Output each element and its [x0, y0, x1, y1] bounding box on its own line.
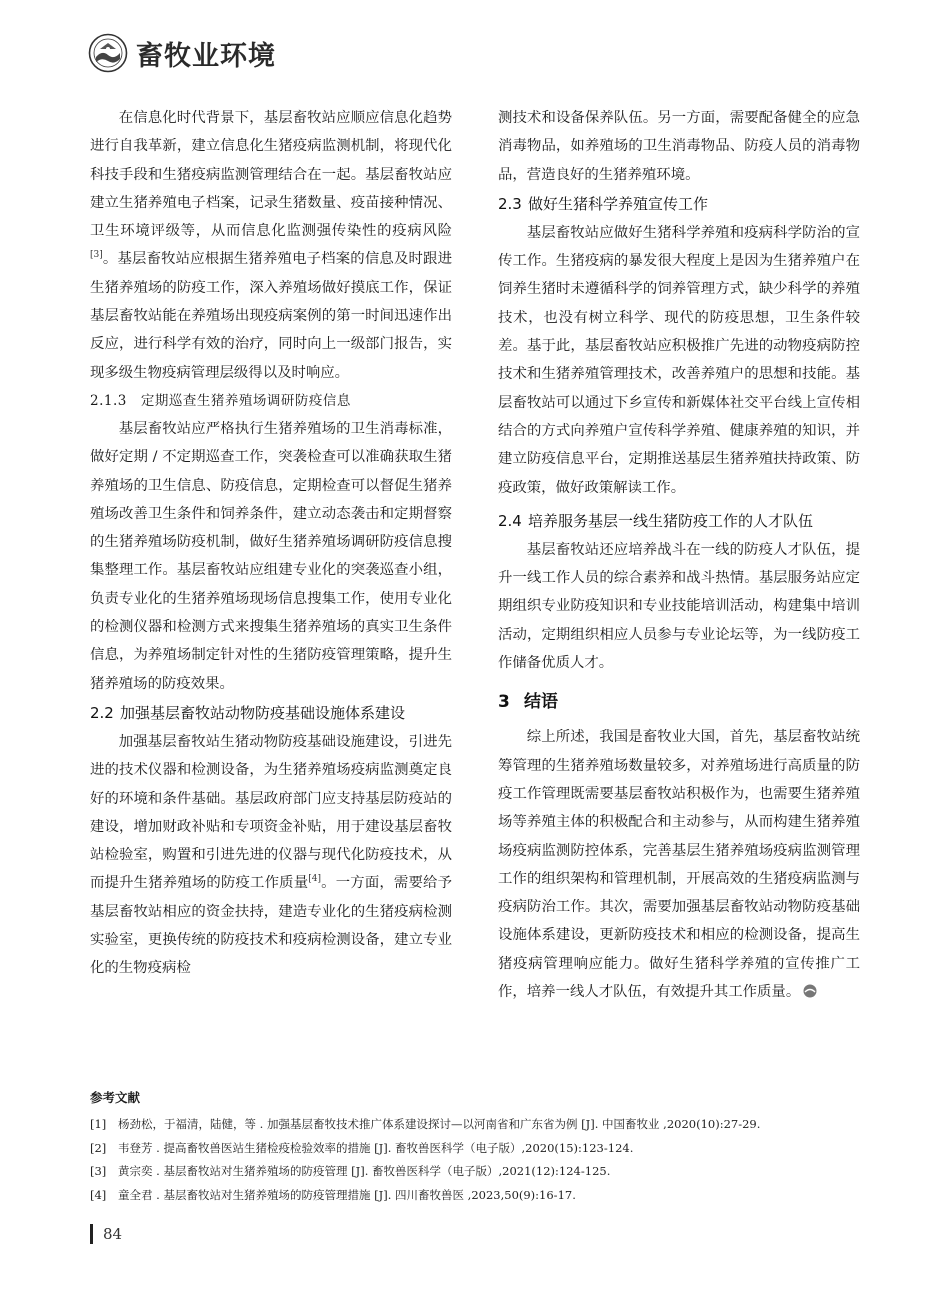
journal-logo-icon: [88, 33, 128, 73]
chapter-heading: 3 结语: [498, 692, 558, 713]
paragraph: 加强基层畜牧站生猪动物防疫基础设施建设，引进先进的技术仪器和检测设备，为生猪养殖场疫病监测奠定良好的环境和条件基础。基层政府部门应支持基层防疫站的建设，增加财政补贴和专项资金补贴，用于建设基层畜牧站检验室，购置和引进先进的仪器与现代化防疫技术，从而提升生猪养殖场的防疫工作质量[4]。一方面，需要给予基层畜牧站相应的资金扶持，建造专业化的生猪疫病检测实验室，更换传统的防疫技术和疫病检测设备，建立专业化的生物疫病检: [90, 733, 452, 977]
page-number: [90, 1224, 122, 1244]
references: [90, 1089, 870, 1207]
subsection-heading: 2.1.3 定期巡查生猪养殖场调研防疫信息: [90, 392, 351, 409]
citation: [3]: [90, 250, 103, 261]
paragraph: 基层畜牧站应做好生猪科学养殖和疫病科学防治的宣传工作。生猪疫病的暴发很大程度上是因为生猪养殖户在饲养生猪时未遵循科学的饲养管理方式，缺少科学的养殖技术，也没有树立科学、现代的防疫思想，卫生条件较差。基于此，基层畜牧站应积极推广先进的动物疫病防控技术和生猪养殖管理技术，改善养殖户的思想和技能。基层畜牧站可以通过下乡宣传和新媒体社交平台线上宣传相结合的方式向养殖户宣传科学养殖、健康养殖的知识，并建立防疫信息平台，定期推送基层生猪养殖扶持政策、防疫政策，做好政策解读工作。: [498, 224, 860, 496]
page-number-bar: [90, 1224, 93, 1244]
page-number-text: 84: [103, 1225, 123, 1243]
journal-title: 畜牧业环境: [136, 40, 276, 72]
section-heading: 2.4 培养服务基层一线生猪防疫工作的人才队伍: [498, 511, 814, 530]
section-heading: 2.3 做好生猪科学养殖宣传工作: [498, 194, 709, 213]
references-title: 参考文献: [90, 1090, 141, 1105]
paragraph: 基层畜牧站还应培养战斗在一线的防疫人才队伍，提升一线工作人员的综合素养和战斗热情。基层服务站应定期组织专业防疫知识和专业技能培训活动，构建集中培训活动，定期组织相应人员参与专业论坛等，为一线防疫工作储备优质人才。: [498, 541, 860, 672]
reference-item: [4] 童全君 . 基层畜牧站对生猪养殖场的防疫管理措施 [J]. 四川畜牧兽医 ,2023,50(9):16-17.: [90, 1187, 576, 1202]
journal-header: [88, 30, 276, 76]
section-heading: 2.2 加强基层畜牧站动物防疫基础设施体系建设: [90, 703, 406, 722]
reference-item: [2] 韦登芳 . 提高畜牧兽医站生猪检疫检验效率的措施 [J]. 畜牧兽医科学（电子版）,2020(15):123-124.: [90, 1140, 634, 1155]
reference-item: [3] 黄宗奕 . 基层畜牧站对生猪养殖场的防疫管理 [J]. 畜牧兽医科学（电子版）,2021(12):124-125.: [90, 1164, 611, 1178]
paragraph: 综上所述，我国是畜牧业大国，首先，基层畜牧站统筹管理的生猪养殖场数量较多，对养殖场进行高质量的防疫工作管理既需要基层畜牧站积极作为，也需要生猪养殖场等养殖主体的积极配合和主动参与，从而构建生猪养殖场疫病监测防控体系，完善基层生猪养殖场疫病监测管理工作的组织架构和管理机制，开展高效的生猪疫病监测与疫病防治工作。其次，需要加强基层畜牧站动物防疫基础设施体系建设，更新防疫技术和相应的检测设备，提高生猪疫病管理响应能力。做好生猪科学养殖的宣传推广工作，培养一线人才队伍，有效提升其工作质量。: [498, 729, 860, 1001]
end-mark-icon: [803, 984, 817, 998]
left-column: [90, 104, 452, 983]
right-column: [498, 104, 860, 1006]
paragraph: 测技术和设备保养队伍。另一方面，需要配备健全的应急消毒物品，如养殖场的卫生消毒物品、防疫人员的消毒物品，营造良好的生猪养殖环境。: [498, 110, 860, 183]
paragraph: 基层畜牧站应严格执行生猪养殖场的卫生消毒标准，做好定期 / 不定期巡查工作，突袭检查可以准确获取生猪养殖场的卫生信息、防疫信息，定期检查可以督促生猪养殖场改善卫生条件和饲养条件，建立动态袭击和定期督察的生猪养殖场防疫机制，做好生猪养殖场调研防疫信息搜集整理工作。基层畜牧站应组建专业化的突袭巡查小组，负责专业化的生猪养殖场现场信息搜集工作，使用专业化的检测仪器和检测方式来搜集生猪养殖场的真实卫生条件信息，为养殖场制定针对性的生猪防疫管理策略，提升生猪养殖场的防疫效果。: [90, 420, 452, 692]
reference-item: [1] 杨劲松，于福清，陆健，等 . 加强基层畜牧技术推广体系建设探讨—以河南省和广东省为例 [J]. 中国畜牧业 ,2020(10):27-29.: [90, 1117, 761, 1131]
citation: [4]: [308, 874, 322, 885]
paragraph: 在信息化时代背景下，基层畜牧站应顺应信息化趋势进行自我革新，建立信息化生猪疫病监测机制，将现代化科技手段和生猪疫病监测管理结合在一起。基层畜牧站应建立生猪养殖电子档案，记录生猪数量、疫苗接种情况、卫生环境评级等，从而信息化监测强传染性的疫病风险[3]。基层畜牧站应根据生猪养殖电子档案的信息及时跟进生猪养殖场的防疫工作，深入养殖场做好摸底工作，保证基层畜牧站能在养殖场出现疫病案例的第一时间迅速作出反应，进行科学有效的治疗，同时向上一级部门报告，实现多级生物疫病管理层级得以及时响应。: [90, 110, 452, 381]
